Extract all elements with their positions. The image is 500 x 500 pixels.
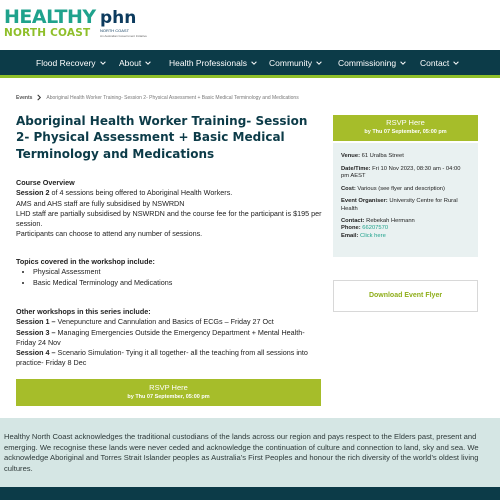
breadcrumb-current: Aboriginal Health Worker Training- Session 2- Physical Assessment + Basic Medical Terminology and Medications xyxy=(46,94,299,101)
logo-line-1: HEALTHY xyxy=(4,6,96,28)
organiser-value: University Centre for Rural Health xyxy=(341,198,458,212)
nav-label: Contact xyxy=(420,58,450,68)
course-overview xyxy=(16,178,326,240)
phn-sub: NORTH COAST xyxy=(100,28,130,33)
cost-value: Various (see flyer and description) xyxy=(355,185,445,192)
topics-section xyxy=(16,257,326,288)
list-item xyxy=(16,328,326,349)
phn-tagline: An Australian Government Initiative xyxy=(100,34,147,38)
phn-title: phn xyxy=(100,8,137,28)
sidebar-rsvp-button[interactable] xyxy=(333,115,478,141)
session-label: Session 2 xyxy=(16,188,50,198)
logo-line-2: NORTH COAST xyxy=(4,27,91,39)
site-header xyxy=(0,0,500,50)
nav-item-community[interactable] xyxy=(269,58,323,68)
venue-label: Venue: xyxy=(341,153,361,159)
list-item xyxy=(16,317,326,327)
chevron-right-icon xyxy=(36,94,42,101)
topics-heading: Topics covered in the workshop include: xyxy=(16,257,155,266)
venue-row xyxy=(341,153,470,160)
nav-item-health-professionals[interactable] xyxy=(169,58,258,68)
phone-label: Phone: xyxy=(341,225,361,232)
organiser-label: Event Organiser: xyxy=(341,198,388,205)
nav-item-about[interactable] xyxy=(119,58,152,68)
contact-value: Rebekah Hermann xyxy=(364,218,415,225)
acknowledgement-of-country: Healthy North Coast acknowledges the traditional custodians of the lands across our region and pays respect to the Elders past, present and emerging. We recognise these lands were never ceded and acknowledge the continuation of culture and connection to land, sky and sea. We acknowledge Aboriginal and Torres Strait Islander peoples as Australia’s First Peoples and honour the rich diversity of the world’s oldest living cultures. xyxy=(0,418,500,487)
healthy-north-coast-logo[interactable] xyxy=(4,8,96,39)
nav-label: Flood Recovery xyxy=(36,58,96,68)
rsvp-deadline: by Thu 07 September, 05:00 pm xyxy=(127,394,210,400)
session-label: Session 3 – xyxy=(16,327,56,337)
list-item xyxy=(16,348,326,369)
organiser-row xyxy=(341,198,470,212)
breadcrumb xyxy=(16,94,299,101)
session-text: Scenario Simulation- Tying it all together- all the teaching from all sessions into practice- Friday 8 Dec xyxy=(16,348,308,368)
contact-row xyxy=(341,218,470,225)
datetime-value: Fri 10 Nov 2023, 08:30 am - 04:00 pm AEST xyxy=(341,165,461,179)
datetime-label: Date/Time: xyxy=(341,165,371,172)
email-label: Email: xyxy=(341,232,359,239)
chevron-down-icon xyxy=(144,59,152,67)
list-item: • Basic Medical Terminology and Medications xyxy=(33,278,326,288)
page-title: Aboriginal Health Worker Training- Session 2- Physical Assessment + Basic Medical Terminology and Medications xyxy=(16,114,308,161)
cost-label: Cost: xyxy=(341,185,356,192)
phone-row xyxy=(341,225,470,232)
rsvp-label: RSVP Here xyxy=(149,382,188,392)
topics-list xyxy=(16,267,326,288)
session-label: Session 4 – xyxy=(16,348,56,358)
series-section xyxy=(16,307,326,369)
overview-heading: Course Overview xyxy=(16,178,75,187)
nav-label: Health Professionals xyxy=(169,58,247,68)
chevron-down-icon xyxy=(315,59,323,67)
venue-value: 61 Uralba Street xyxy=(360,153,404,159)
session-label: Session 1 – xyxy=(16,317,56,327)
series-heading: Other workshops in this series include: xyxy=(16,307,151,316)
datetime-row xyxy=(341,166,470,180)
chevron-down-icon xyxy=(399,59,407,67)
overview-line-3: LHD staff are partially subsidised by NSWRDN and the course fee for the participant is $195 per session. xyxy=(16,208,322,229)
main-nav xyxy=(0,50,500,75)
nav-item-commissioning[interactable] xyxy=(338,58,407,68)
phone-link[interactable]: 66207570 xyxy=(360,225,389,232)
nav-label: Commissioning xyxy=(338,58,397,68)
email-link[interactable]: Click here xyxy=(358,232,386,239)
nav-label: About xyxy=(119,58,142,68)
session-text: of 4 sessions being offered to Aboriginal Health Workers. xyxy=(49,188,233,198)
accent-line xyxy=(0,75,500,78)
chevron-down-icon xyxy=(250,59,258,67)
nav-item-flood-recovery[interactable] xyxy=(36,58,107,68)
session-text: Managing Emergencies Outside the Emergency Department + Mental Health- Friday 24 Nov xyxy=(16,327,305,347)
list-item: • Physical Assessment xyxy=(33,267,326,277)
email-row xyxy=(341,233,470,240)
session-text: Venepuncture and Cannulation and Basics of ECGs – Friday 27 Oct xyxy=(55,317,274,327)
nav-item-contact[interactable] xyxy=(420,58,460,68)
overview-line-2: AMS and AHS staff are fully subsidised by NSWRDN xyxy=(16,198,185,208)
footer-bar xyxy=(0,487,500,500)
phn-logo[interactable] xyxy=(100,10,147,38)
event-details xyxy=(333,143,478,257)
chevron-down-icon xyxy=(452,59,460,67)
rsvp-deadline: by Thu 07 September, 05:00 pm xyxy=(364,129,447,135)
overview-line-4: Participants can choose to attend any number of sessions. xyxy=(16,229,203,239)
rsvp-label: RSVP Here xyxy=(386,118,425,127)
contact-label: Contact: xyxy=(341,218,365,225)
rsvp-button[interactable] xyxy=(16,379,321,406)
chevron-down-icon xyxy=(99,59,107,67)
breadcrumb-home[interactable]: Events xyxy=(16,94,33,101)
cost-row xyxy=(341,186,470,193)
download-flyer-button[interactable]: Download Event Flyer xyxy=(333,280,478,312)
nav-label: Community xyxy=(269,58,312,68)
